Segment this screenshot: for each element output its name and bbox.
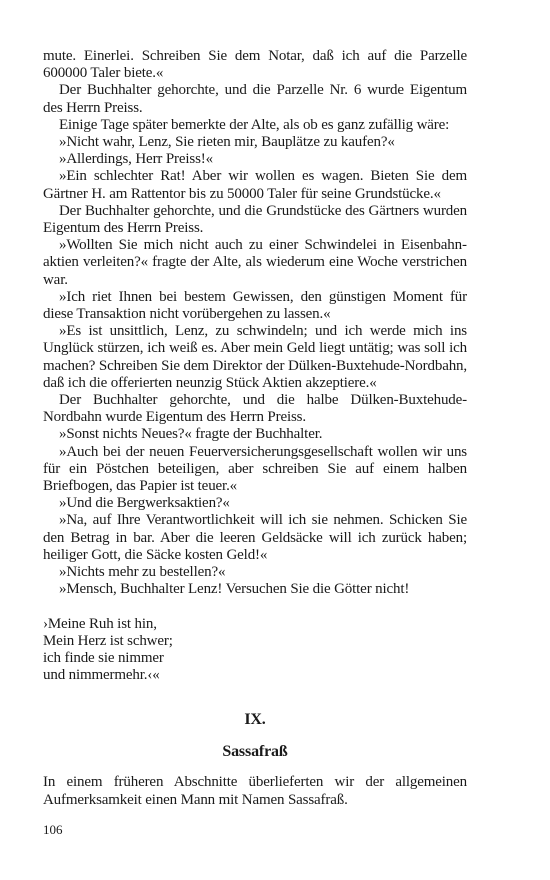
- paragraph: Der Buchhalter gehorchte, und die halbe Dülken-Buxtehude-Nordbahn wurde Eigentum des Herrn Preiss.: [43, 392, 467, 426]
- chapter-number: IX.: [244, 711, 266, 729]
- paragraph-list: [43, 48, 467, 599]
- poem-line: ›Meine Ruh ist hin,: [43, 615, 157, 632]
- poem-line: und nimmermehr.‹«: [43, 667, 160, 684]
- paragraph: »Ich riet Ihnen bei bestem Gewissen, den günstigen Moment für diese Transaktion nicht vorübergehen zu lassen.«: [43, 288, 467, 323]
- paragraph: Der Buchhalter gehorchte, und die Parzelle Nr. 6 wurde Eigentum des Herrn Preiss.: [43, 82, 467, 116]
- poem-line: ich finde sie nimmer: [43, 649, 164, 666]
- page-number: 106: [43, 822, 63, 837]
- paragraph: »Nichts mehr zu bestellen?«: [59, 564, 226, 581]
- poem-line: Mein Herz ist schwer;: [43, 632, 173, 649]
- chapter-title: Sassafraß: [222, 743, 288, 761]
- paragraph: »Sonst nichts Neues?« fragte der Buchhalter.: [59, 426, 323, 443]
- paragraph: »Na, auf Ihre Verantwortlichkeit will ich sie nehmen. Schicken Sie den Betrag in bar. Aber die leeren Geldsäcke will ich zurück haben; heiliger Gott, die Säcke kosten Geld!«: [43, 512, 467, 563]
- paragraph: »Mensch, Buchhalter Lenz! Versuchen Sie die Götter nicht!: [59, 581, 410, 598]
- book-page-body: [43, 48, 467, 809]
- poem-quote: [43, 616, 467, 685]
- paragraph: »Nicht wahr, Lenz, Sie rieten mir, Bauplätze zu kaufen?«: [59, 134, 395, 151]
- paragraph: »Auch bei der neuen Feuerversicherungsgesellschaft wollen wir uns für ein Pöstchen beteiligen, aber schreiben Sie auf einem halben Briefbogen, das Papier ist teuer.«: [43, 443, 467, 495]
- chapter-intro-paragraph: In einem früheren Abschnitte überlieferten wir der allgemeinen Aufmerksamkeit einen Mann mit Namen Sassafraß.: [43, 774, 467, 808]
- paragraph: »Es ist unsittlich, Lenz, zu schwindeln; und ich werde mich ins Unglück stürzen, ich weiß es. Aber mein Geld liegt untätig; was soll ich machen? Schreiben Sie dem Direktor der Dülken-Buxtehude-Nordbahn, daß ich die offerierten neunzig Stück Aktien akzeptiere.«: [43, 323, 467, 391]
- paragraph: Der Buchhalter gehorchte, und die Grundstücke des Gärtners wurden Eigentum des Herrn Preiss.: [43, 202, 467, 237]
- paragraph: Einige Tage später bemerkte der Alte, als ob es ganz zufällig wäre:: [59, 116, 450, 133]
- paragraph: mute. Einerlei. Schreiben Sie dem Notar, daß ich auf die Parzelle 600000 Taler biete.«: [43, 48, 467, 82]
- paragraph: »Ein schlechter Rat! Aber wir wollen es wagen. Bieten Sie dem Gärtner H. am Rattentor bis zu 50000 Taler für seine Grundstücke.«: [43, 168, 467, 202]
- paragraph: »Und die Bergwerksaktien?«: [59, 495, 230, 512]
- paragraph: »Allerdings, Herr Preiss!«: [59, 151, 213, 168]
- paragraph: »Wollten Sie mich nicht auch zu einer Schwindelei in Eisenbahnaktien verleiten?« fragte der Alte, als wiederum eine Woche verstrichen war.: [43, 237, 467, 288]
